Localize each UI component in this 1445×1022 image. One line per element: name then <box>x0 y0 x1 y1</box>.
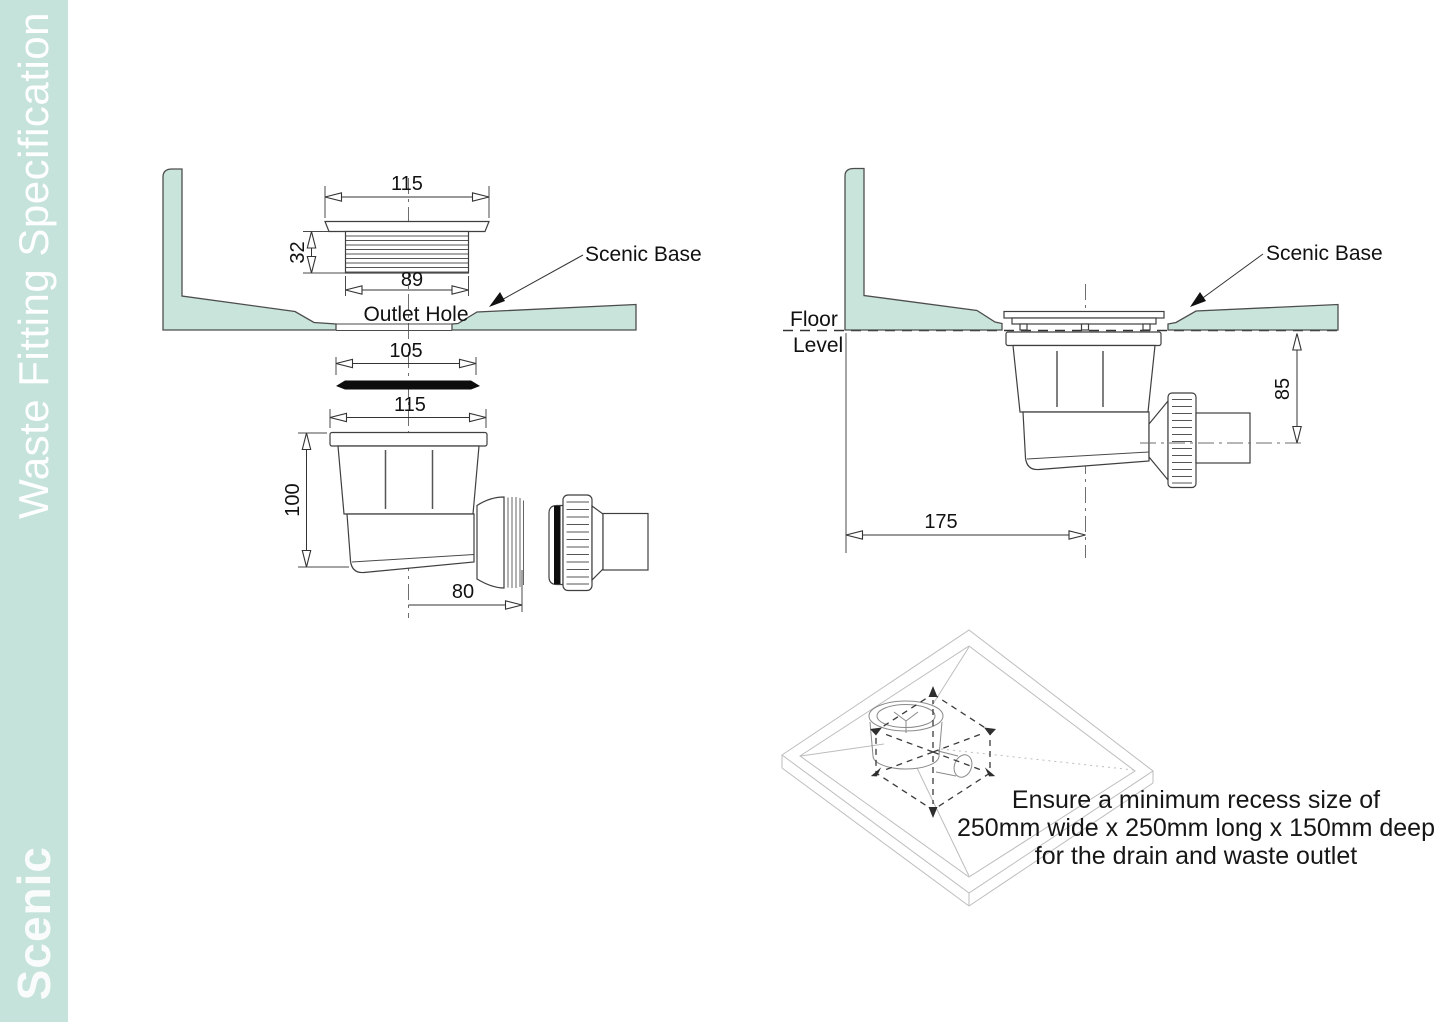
recess-note-line1: Ensure a minimum recess size of <box>1011 786 1381 814</box>
leader-arrow-icon <box>489 292 505 307</box>
base-cross-section-right <box>452 305 636 331</box>
dim-body-height: 100 <box>282 483 304 517</box>
coupling-shoulder <box>592 506 603 580</box>
dim-thread-height: 32 <box>287 241 309 264</box>
dim-outlet-offset: 80 <box>451 581 475 603</box>
iso-drain-fitting <box>869 701 975 780</box>
recess-note-line3: for the drain and waste outlet <box>1034 842 1358 870</box>
trap-body <box>338 446 479 514</box>
page-title-text: Waste Fitting Specification <box>10 12 57 519</box>
scenic-base-label-left: Scenic Base <box>585 243 702 266</box>
leader-arrow-icon <box>1190 292 1206 307</box>
installed-pipe-stub <box>1196 413 1250 463</box>
scenic-base-label-right: Scenic Base <box>1266 242 1383 265</box>
installed-coupling-shoulder <box>1149 401 1168 480</box>
waste-flange <box>325 222 489 232</box>
floor-label: Floor <box>790 308 838 331</box>
outlet-bell-rings <box>508 497 524 588</box>
installed-trap-body <box>1013 346 1155 413</box>
recess-note-line2: 250mm wide x 250mm long x 150mm deep <box>956 814 1436 842</box>
section-view-installed <box>783 169 1383 559</box>
outlet-bell <box>477 497 504 588</box>
isometric-tray-view <box>782 630 1435 906</box>
trap-collar <box>330 433 487 447</box>
trap-lower-body <box>347 514 474 573</box>
outlet-hole-label: Outlet Hole <box>363 303 469 326</box>
dim-thread-width: 89 <box>400 269 424 291</box>
dim-outlet-depth: 85 <box>1272 377 1294 401</box>
level-label: Level <box>793 334 844 357</box>
scenic-base-callout-right <box>1190 242 1383 307</box>
installed-trap-collar <box>1006 332 1161 346</box>
dim-gasket-width: 105 <box>389 340 423 362</box>
installed-trap-lower <box>1023 412 1149 470</box>
base-cross-section-left <box>163 169 336 330</box>
installed-flange <box>1004 312 1164 331</box>
brand-logo-text: Scenic <box>8 845 60 1000</box>
waste-thread-body <box>346 232 469 274</box>
scenic-base-callout-left <box>489 243 702 307</box>
coupling-o-ring <box>554 506 561 584</box>
coupling-pipe-stub <box>603 514 648 571</box>
section-view-exploded <box>163 169 702 618</box>
dim-wall-to-center: 175 <box>924 511 958 533</box>
recess-note <box>957 786 1435 870</box>
installed-coupling-nut <box>1168 393 1196 488</box>
dim-body-width: 115 <box>394 394 426 416</box>
base-installed-left <box>845 169 1002 331</box>
installed-trap <box>1006 332 1250 488</box>
rubber-gasket <box>336 381 480 390</box>
compression-coupling <box>549 495 648 591</box>
dim-flange-width: 115 <box>391 173 423 195</box>
base-installed-right <box>1168 305 1338 331</box>
